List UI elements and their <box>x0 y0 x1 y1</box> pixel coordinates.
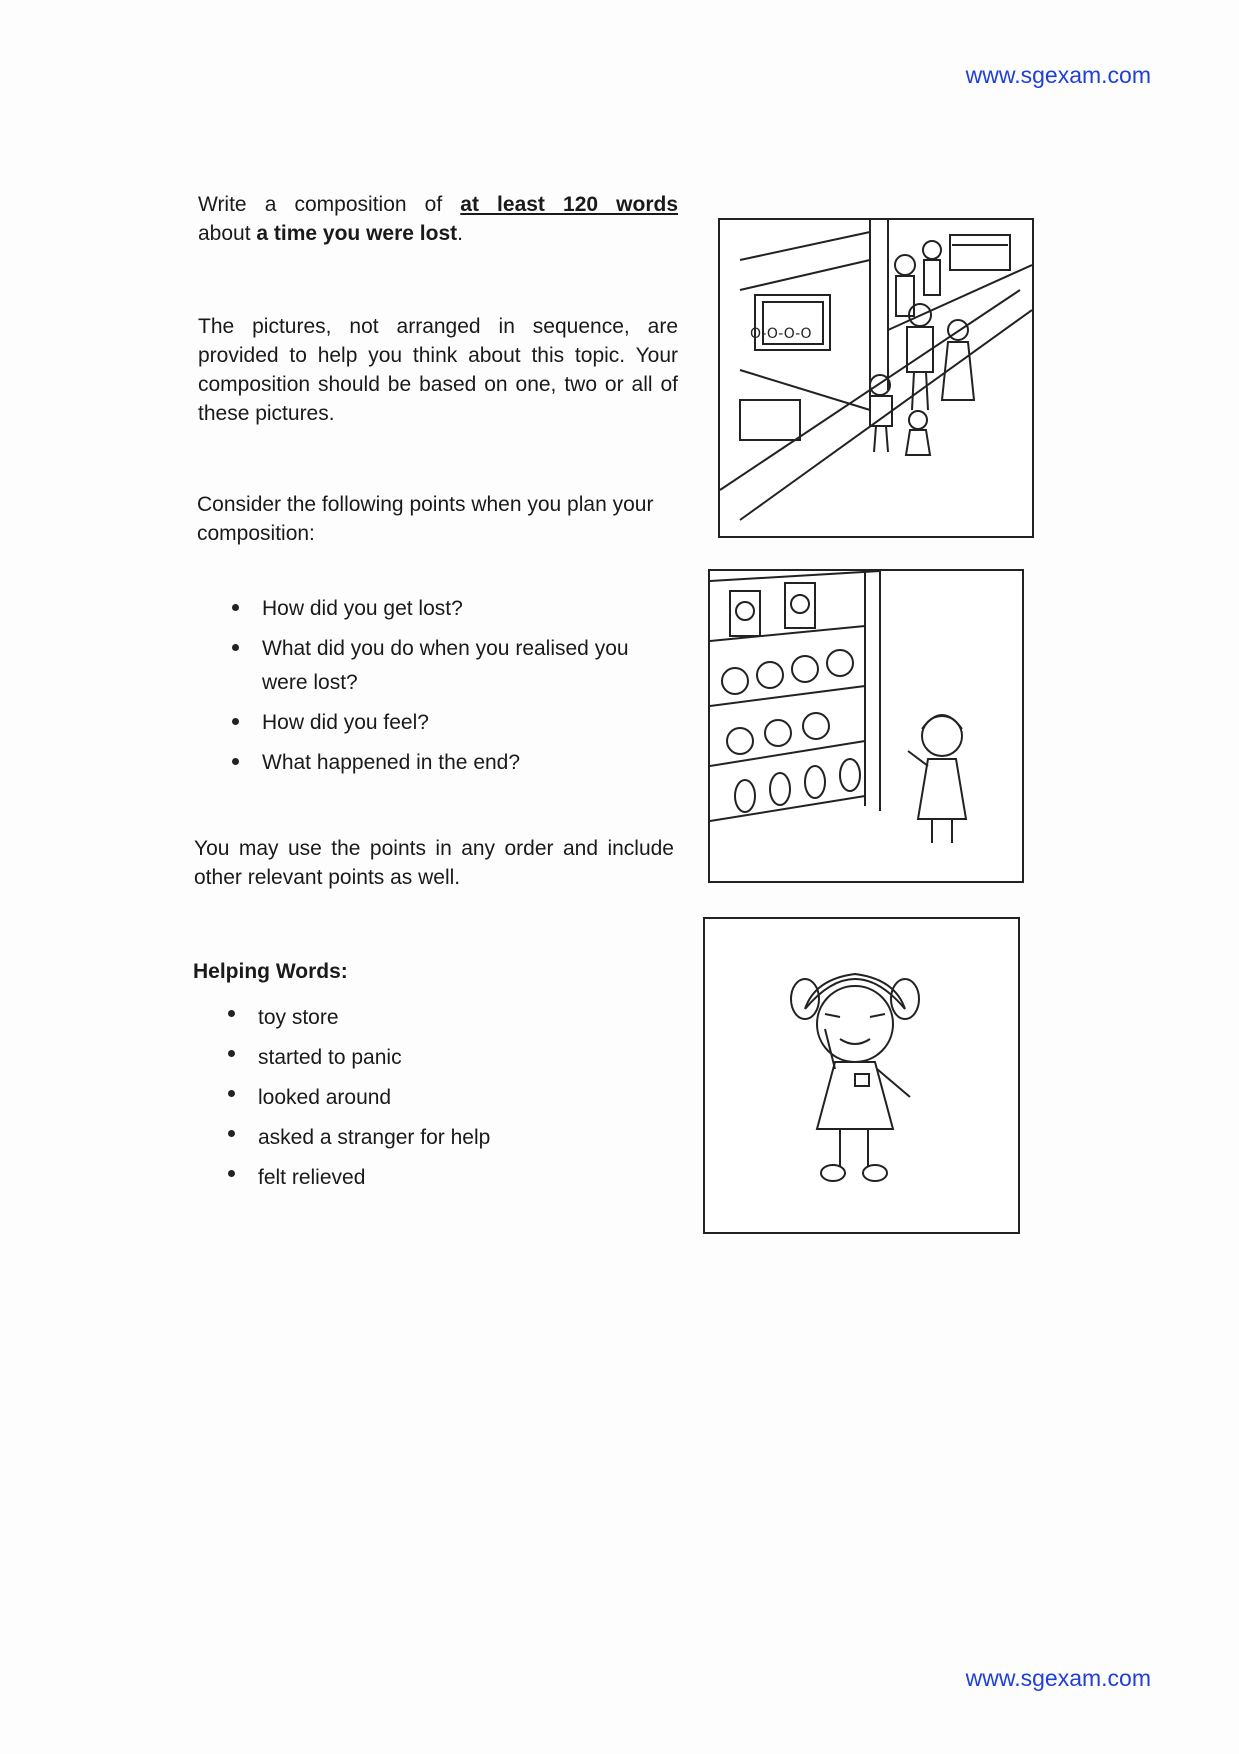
consider-point: What did you do when you realised you were lost? <box>262 632 662 700</box>
footer-website-link[interactable]: www.sgexam.com <box>965 1665 1151 1691</box>
consider-point: How did you get lost? <box>262 592 662 626</box>
composition-topic: a time you were lost <box>256 222 458 245</box>
pictures-note: The pictures, not arranged in sequence, are provided to help you think about this topic. Your composition should be based on one, two or all of these pictures. <box>198 315 678 425</box>
svg-text:O-O-O-O: O-O-O-O <box>750 326 812 342</box>
word-count-requirement: at least 120 words <box>460 193 679 216</box>
task-line-2: about a time you were lost. <box>198 222 463 245</box>
header-website-link[interactable]: www.sgexam.com <box>965 62 1151 88</box>
task-line-1: Write a composition of at least 120 words <box>198 193 679 216</box>
helping-word: started to panic <box>258 1038 658 1078</box>
helping-word: felt relieved <box>258 1158 658 1198</box>
consider-intro: Consider the following points when you plan your composition: <box>197 493 654 545</box>
task-instruction <box>198 190 678 248</box>
picture-girl-crying <box>703 917 1020 1234</box>
helping-word: toy store <box>258 998 658 1038</box>
consider-point: What happened in the end? <box>262 746 662 780</box>
order-note: You may use the points in any order and include other relevant points as well. <box>194 837 674 889</box>
helping-words-list <box>258 998 658 1198</box>
picture-girl-at-toy-shelf <box>708 569 1024 883</box>
helping-words-heading: Helping Words: <box>193 960 348 983</box>
helping-word: looked around <box>258 1078 658 1118</box>
consider-point: How did you feel? <box>262 706 662 740</box>
helping-word: asked a stranger for help <box>258 1118 658 1158</box>
consider-points-list <box>262 592 662 780</box>
picture-family-at-mall <box>718 218 1034 538</box>
